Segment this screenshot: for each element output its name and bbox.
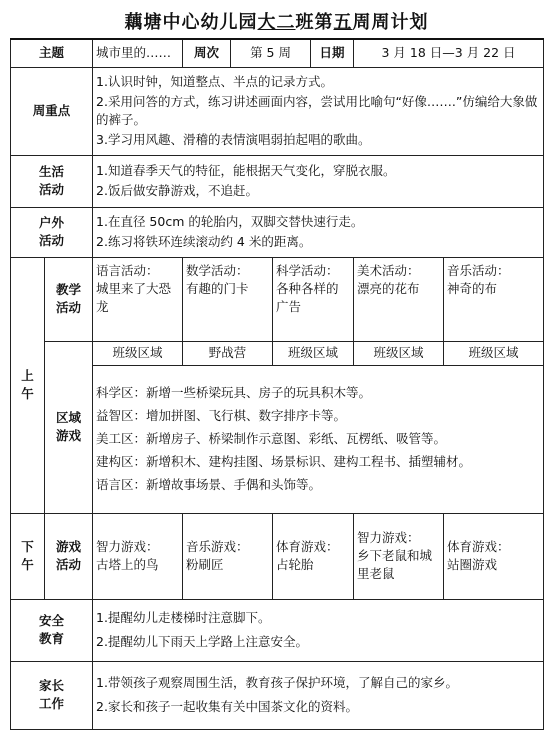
focus-label: 周重点 [11, 67, 93, 155]
focus-content [93, 67, 544, 155]
outdoor-line: 2.练习将铁环连续滚动约 4 米的距离。 [96, 234, 312, 249]
area-label-1: 区域 [56, 410, 82, 425]
game-cell [444, 513, 544, 599]
theme-label: 主题 [11, 39, 93, 67]
activity-name: 漂亮的花布 [357, 280, 420, 296]
teaching-activity [273, 257, 354, 341]
games-label [45, 513, 93, 599]
week-label: 周次 [183, 39, 231, 67]
parents-line: 2.家长和孩子一起收集有关中国茶文化的资料。 [96, 699, 358, 714]
zone-item: 建构区：新增积木、建构挂图、场景标识、建构工程书、插塑辅材。 [96, 454, 472, 469]
morning-label-2: 午 [21, 386, 34, 401]
game-name: 站圈游戏 [447, 557, 498, 572]
teaching-label-2: 活动 [56, 300, 82, 315]
title-mid: 班第 [295, 12, 334, 33]
activity-type: 数学活动： [186, 262, 249, 278]
outdoor-content [93, 207, 544, 257]
activity-type: 美术活动： [357, 262, 420, 278]
activity-type: 音乐活动： [447, 262, 510, 278]
teaching-activity [183, 257, 273, 341]
zone-item: 美工区：新增房子、桥梁制作示意图、彩纸、瓦楞纸、吸管等。 [96, 431, 447, 446]
game-name: 粉刷匠 [186, 557, 224, 572]
title-school: 藕塘中心幼儿园 [124, 12, 258, 33]
teaching-label-1: 教学 [56, 282, 82, 297]
game-cell [354, 513, 444, 599]
outdoor-label-2: 活动 [39, 233, 65, 248]
focus-line: 3.学习用风趣、滑稽的表情演唱弱拍起唱的歌曲。 [96, 132, 371, 147]
games-label-2: 活动 [56, 557, 82, 572]
morning-label-1: 上 [21, 368, 34, 383]
page-title [0, 8, 553, 34]
zone-item: 语言区：新增故事场景、手偶和头饰等。 [96, 477, 322, 492]
outdoor-row [11, 207, 544, 257]
safety-line: 2.提醒幼儿下雨天上学路上注意安全。 [96, 634, 308, 649]
teaching-label [45, 257, 93, 341]
activity-type: 科学活动： [276, 262, 339, 278]
teaching-activity [354, 257, 444, 341]
teaching-activity [444, 257, 544, 341]
outdoor-label [11, 207, 93, 257]
game-type: 体育游戏： [276, 539, 339, 554]
zone-header: 班级区域 [444, 341, 544, 365]
teaching-row [11, 257, 544, 341]
life-line: 2.饭后做安静游戏，不追赶。 [96, 183, 258, 198]
parents-line: 1.带领孩子观察周围生活，教育孩子保护环境，了解自己的家乡。 [96, 675, 458, 690]
game-name: 古塔上的鸟 [96, 557, 159, 572]
life-row [11, 155, 544, 207]
area-label-2: 游戏 [56, 428, 82, 443]
life-label-1: 生活 [39, 164, 65, 179]
game-name: 占轮胎 [276, 557, 314, 572]
outdoor-label-1: 户外 [39, 215, 65, 230]
zone-item: 科学区：新增一些桥梁玩具、房子的玩具积木等。 [96, 385, 372, 400]
teaching-activity [93, 257, 183, 341]
life-label-2: 活动 [39, 182, 65, 197]
outdoor-line: 1.在直径 50cm 的轮胎内，双脚交替快速行走。 [96, 214, 364, 229]
parents-label [11, 661, 93, 729]
parents-content [93, 661, 544, 729]
game-type: 智力游戏： [357, 530, 420, 545]
afternoon-label-1: 下 [21, 539, 34, 554]
safety-label [11, 599, 93, 661]
safety-row [11, 599, 544, 661]
focus-row [11, 67, 544, 155]
life-line: 1.知道春季天气的特征，能根据天气变化，穿脱衣服。 [96, 163, 396, 178]
activity-name: 有趣的门卡 [186, 280, 249, 296]
theme-value: 城市里的…… [93, 39, 183, 67]
zone-header: 班级区域 [93, 341, 183, 365]
zone-header: 野战营 [183, 341, 273, 365]
safety-label-2: 教育 [39, 631, 65, 646]
afternoon-label-2: 午 [21, 557, 34, 572]
activity-name: 各种各样的广告 [276, 280, 339, 314]
game-cell [183, 513, 273, 599]
game-type: 音乐游戏： [186, 539, 249, 554]
area-label [45, 341, 93, 513]
date-value: 3 月 18 日—3 月 22 日 [354, 39, 544, 67]
safety-line: 1.提醒幼儿走楼梯时注意脚下。 [96, 610, 271, 625]
afternoon-label [11, 513, 45, 599]
game-cell [93, 513, 183, 599]
activity-type: 语言活动： [96, 262, 159, 278]
safety-label-1: 安全 [39, 613, 65, 628]
zone-header-row [11, 341, 544, 365]
morning-label [11, 257, 45, 513]
weekly-plan-table [10, 38, 544, 730]
life-content [93, 155, 544, 207]
game-type: 体育游戏： [447, 539, 510, 554]
zone-header: 班级区域 [273, 341, 354, 365]
parents-row [11, 661, 544, 729]
activity-name: 神奇的布 [447, 280, 498, 296]
title-week-number: 五 [333, 12, 353, 33]
zone-details [93, 365, 544, 513]
date-label: 日期 [311, 39, 354, 67]
game-type: 智力游戏： [96, 539, 159, 554]
safety-content [93, 599, 544, 661]
game-cell [273, 513, 354, 599]
parents-label-2: 工作 [39, 696, 65, 711]
title-class: 大二 [257, 12, 296, 33]
parents-label-1: 家长 [39, 678, 65, 693]
zone-header: 班级区域 [354, 341, 444, 365]
zone-item: 益智区：增加拼图、飞行棋、数字排序卡等。 [96, 408, 347, 423]
afternoon-row [11, 513, 544, 599]
games-label-1: 游戏 [56, 539, 82, 554]
header-row [11, 39, 544, 67]
focus-line: 2.采用问答的方式，练习讲述画面内容，尝试用比喻句“好像…….”仿编给大象做的裤子。 [96, 94, 538, 127]
focus-line: 1.认识时钟，知道整点、半点的记录方式。 [96, 74, 333, 89]
week-value: 第 5 周 [231, 39, 311, 67]
activity-name: 城里来了大恐龙 [96, 280, 172, 314]
life-label [11, 155, 93, 207]
game-name: 乡下老鼠和城里老鼠 [357, 548, 433, 581]
title-suffix: 周周计划 [352, 12, 429, 33]
